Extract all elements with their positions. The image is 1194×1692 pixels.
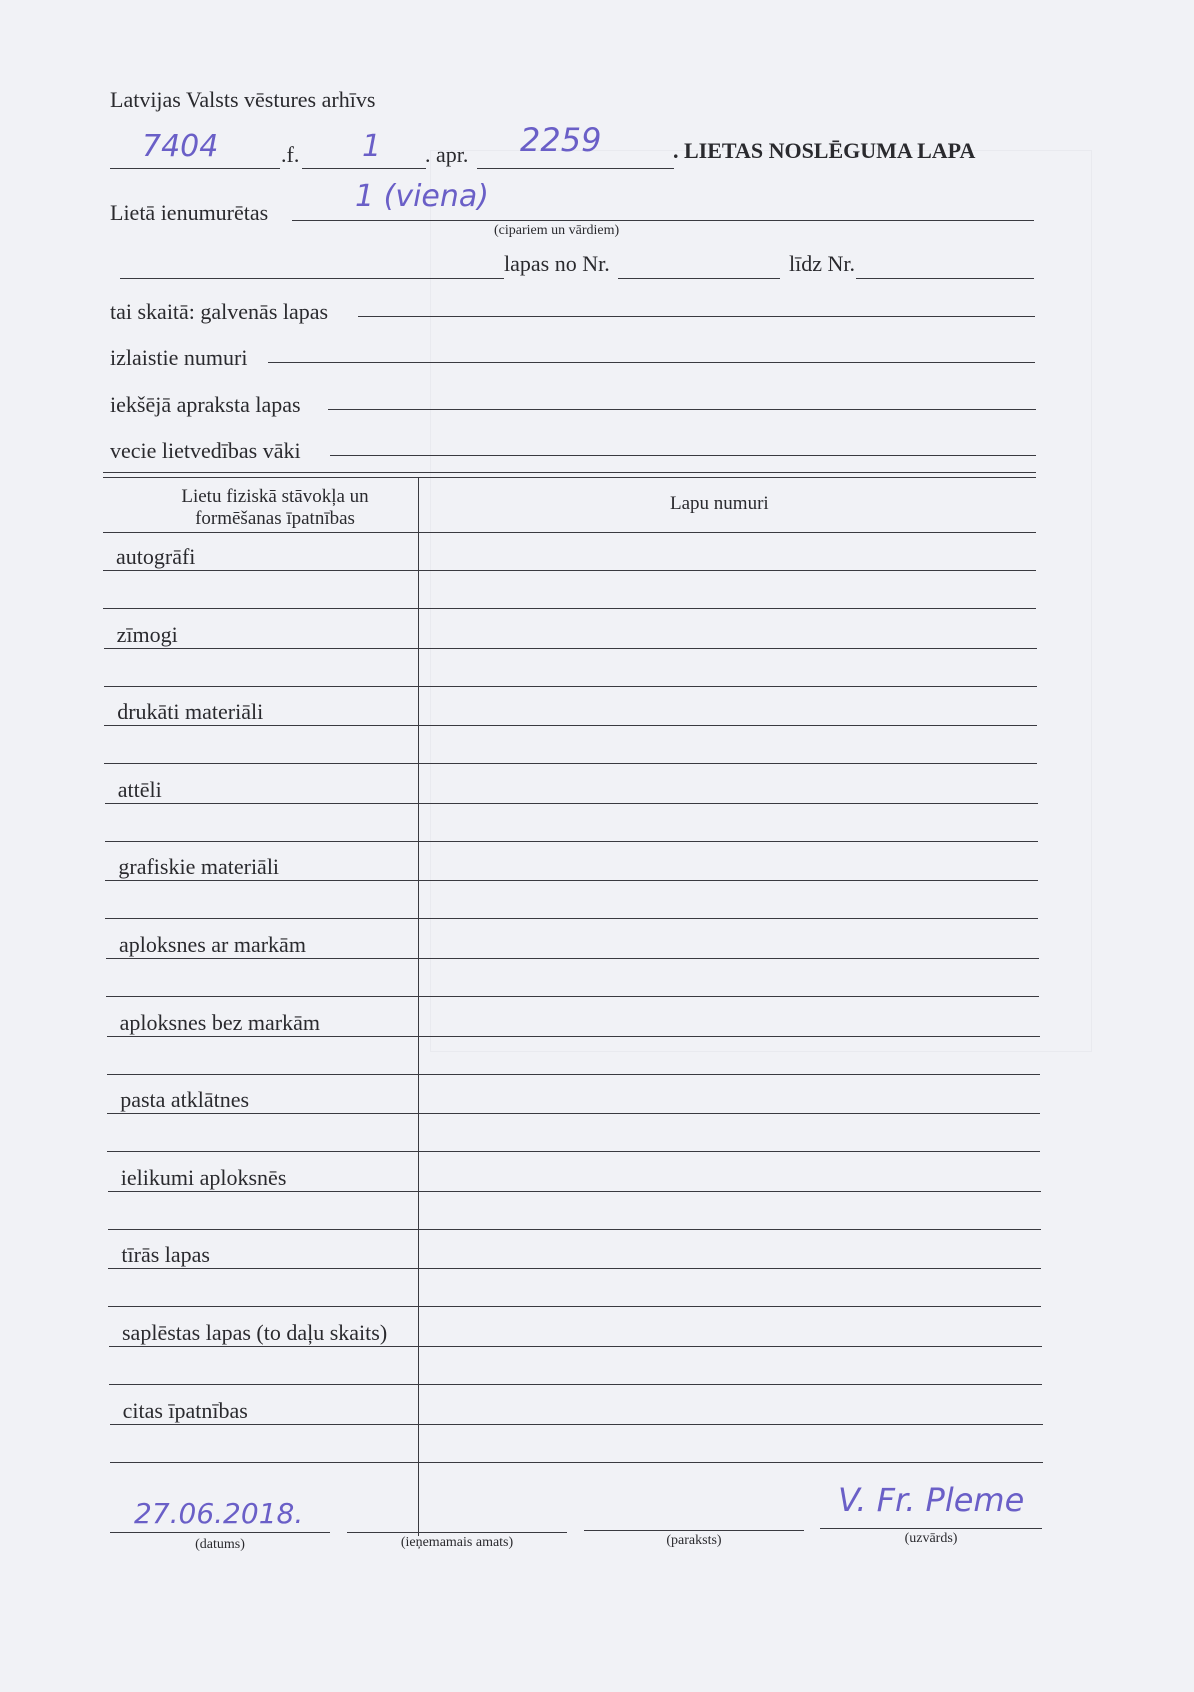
field-internal-inventory-line [328, 409, 1036, 410]
col1-header-line1: Lietu fiziskā stāvokļa un [181, 486, 369, 507]
table-row-line [104, 648, 1037, 649]
table-row-line [107, 1036, 1040, 1037]
from-line [618, 278, 780, 279]
name-line [820, 1528, 1042, 1529]
table-row-line [105, 918, 1038, 919]
table-row-label: drukāti materiāli [117, 699, 264, 725]
file-line [477, 168, 674, 169]
inventory-number: 1 [362, 129, 382, 164]
to-label: līdz Nr. [789, 251, 855, 276]
table-row-label: ielikumi aploksnēs [120, 1164, 287, 1190]
table-row-line [104, 725, 1037, 726]
numbered-hint: (cipariem un vārdiem) [494, 223, 620, 238]
table-row-label: pasta atklātnes [120, 1087, 250, 1113]
name-value: V. Fr. Pleme [838, 1481, 1025, 1519]
table-column-divider [418, 478, 419, 1536]
numbered-line [292, 220, 1034, 221]
sheet-title: . LIETAS NOSLĒGUMA LAPA [673, 138, 976, 163]
pages-count-line [120, 278, 504, 279]
numbered-label: Lietā ienumurētas [110, 200, 269, 225]
table-row-line [105, 803, 1038, 804]
col1-header-line2: formēšanas īpatnības [195, 508, 355, 529]
inventory-suffix: . apr. [425, 142, 469, 167]
archive-name: Latvijas Valsts vēstures arhīvs [110, 87, 376, 112]
table-row-line [107, 1151, 1040, 1152]
table-row-line [104, 686, 1037, 687]
table-row-line [106, 958, 1039, 959]
signature-line [584, 1530, 804, 1531]
table-row-label: citas īpatnības [122, 1397, 248, 1423]
position-label: (ieņemamais amats) [400, 1535, 514, 1550]
table-row-label: aploksnes ar markām [119, 932, 306, 957]
field-main-pages-line [358, 316, 1035, 317]
table-row-line [109, 1346, 1042, 1347]
table-top-border-2 [103, 477, 1036, 478]
table-row-line [110, 1462, 1043, 1463]
date-value: 27.06.2018. [134, 1497, 304, 1530]
table-row-label: saplēstas lapas (to daļu skaits) [122, 1320, 388, 1345]
table-row-line [108, 1306, 1041, 1307]
table-row-line [108, 1229, 1041, 1230]
table-row-line [110, 1424, 1043, 1425]
to-line [856, 278, 1034, 279]
table-row-label: tīrās lapas [121, 1242, 210, 1268]
table-row-label: zīmogi [116, 621, 178, 647]
table-row-line [107, 1113, 1040, 1114]
field-main-pages-label: tai skaitā: galvenās lapas [110, 299, 329, 324]
table-row-line [104, 763, 1037, 764]
show-through-grid [430, 150, 1092, 1052]
col2-header: Lapu numuri [670, 493, 769, 514]
numbered-value: 1 (viena) [355, 179, 489, 214]
table-row-line [106, 996, 1039, 997]
table-row-line [109, 1384, 1042, 1385]
field-old-covers-line [330, 455, 1036, 456]
field-omitted-numbers-label: izlaistie numuri [110, 345, 248, 370]
table-row-label: attēli [117, 776, 162, 802]
table-header-bottom-border [103, 532, 1036, 533]
fond-suffix: .f. [281, 142, 300, 167]
inventory-line [302, 168, 426, 169]
field-old-covers-label: vecie lietvedības vāki [110, 438, 301, 463]
table-row-line [103, 608, 1036, 609]
file-number: 2259 [520, 121, 602, 159]
date-label: (datums) [195, 1537, 245, 1552]
table-row-line [105, 880, 1038, 881]
field-internal-inventory-label: iekšējā apraksta lapas [110, 392, 301, 417]
table-row-line [108, 1191, 1041, 1192]
table-row-line [107, 1074, 1040, 1075]
field-omitted-numbers-line [268, 362, 1035, 363]
table-row-line [105, 841, 1038, 842]
table-row-label: aploksnes bez markām [119, 1009, 320, 1035]
fond-number: 7404 [142, 129, 219, 164]
signature-label: (paraksts) [666, 1533, 722, 1548]
date-line [110, 1532, 330, 1533]
fond-line [110, 168, 280, 169]
from-label: lapas no Nr. [504, 251, 610, 276]
table-top-border-1 [103, 472, 1036, 473]
table-row-line [103, 570, 1036, 571]
name-label: (uzvārds) [904, 1531, 958, 1546]
table-row-line [108, 1268, 1041, 1269]
table-row-label: autogrāfi [116, 544, 196, 569]
position-line [347, 1532, 567, 1533]
table-row-label: grafiskie materiāli [118, 854, 280, 880]
